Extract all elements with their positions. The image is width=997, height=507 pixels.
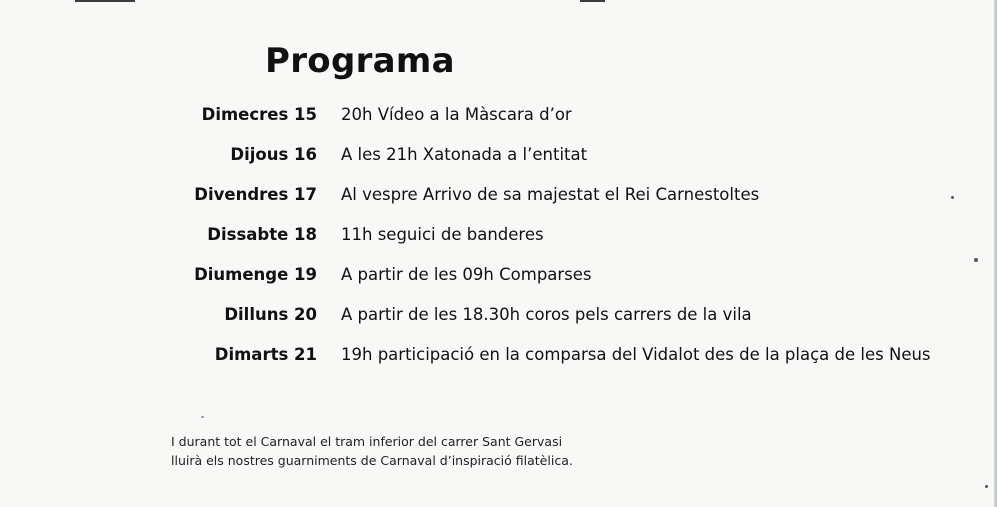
schedule-list xyxy=(150,105,950,385)
schedule-day: Dissabte 18 xyxy=(207,225,317,244)
schedule-row xyxy=(150,345,950,385)
footer-note-line: I durant tot el Carnaval el tram inferior del carrer Sant Gervasi xyxy=(171,434,563,449)
schedule-row xyxy=(150,305,950,345)
schedule-row xyxy=(150,225,950,265)
footer-note-line: lluirà els nostres guarniments de Carnaval d’inspiració filatèlica. xyxy=(171,453,573,468)
page-title: Programa xyxy=(265,41,455,81)
schedule-day: Dilluns 20 xyxy=(224,305,317,324)
schedule-row xyxy=(150,185,950,225)
schedule-event: A partir de les 09h Comparses xyxy=(341,265,592,284)
scan-speck xyxy=(974,258,978,262)
schedule-event: 19h participació en la comparsa del Vidalot des de la plaça de les Neus xyxy=(341,345,931,364)
schedule-event: A les 21h Xatonada a l’entitat xyxy=(341,145,588,164)
schedule-event: 11h seguici de banderes xyxy=(341,225,544,244)
scan-speck xyxy=(201,416,204,418)
scan-speck xyxy=(951,196,954,199)
scan-speck xyxy=(985,485,988,488)
schedule-row xyxy=(150,145,950,185)
schedule-row xyxy=(150,105,950,145)
schedule-day: Divendres 17 xyxy=(194,185,317,204)
schedule-day: Dimarts 21 xyxy=(214,345,317,364)
schedule-day: Dijous 16 xyxy=(230,145,317,164)
footer-note xyxy=(171,432,573,470)
schedule-day: Diumenge 19 xyxy=(194,265,317,284)
schedule-event: Al vespre Arrivo de sa majestat el Rei Carnestoltes xyxy=(341,185,760,204)
schedule-event: 20h Vídeo a la Màscara d’or xyxy=(341,105,572,124)
schedule-row xyxy=(150,265,950,305)
schedule-day: Dimecres 15 xyxy=(201,105,317,124)
scan-edge-mark xyxy=(75,0,135,2)
scan-edge-mark xyxy=(580,0,605,2)
schedule-event: A partir de les 18.30h coros pels carrers de la vila xyxy=(341,305,752,324)
